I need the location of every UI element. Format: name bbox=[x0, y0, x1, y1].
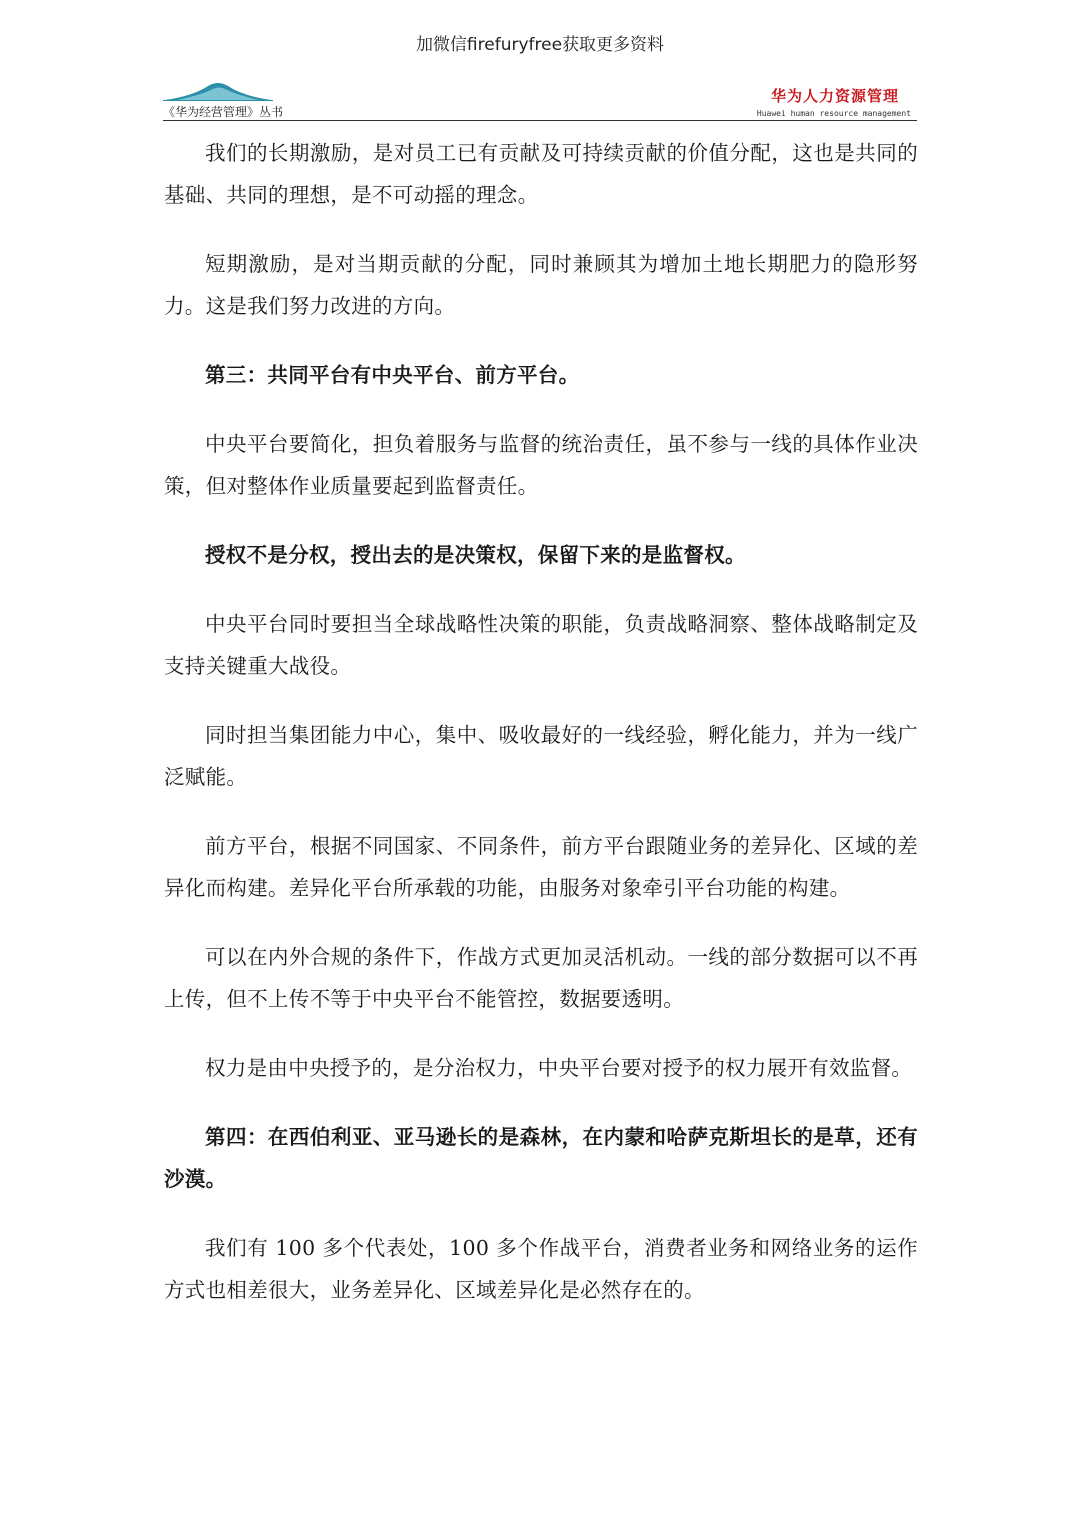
section-heading: 第三：共同平台有中央平台、前方平台。 bbox=[205, 363, 580, 387]
key-statement: 授权不是分权，授出去的是决策权，保留下来的是监督权。 bbox=[205, 543, 746, 567]
paragraph: 我们有 100 多个代表处，100 多个作战平台，消费者业务和网络业务的运作方式也相差很大，业务差异化、区域差异化是必然存在的。 bbox=[164, 1236, 918, 1302]
header-divider bbox=[163, 120, 917, 121]
paragraph: 我们的长期激励，是对员工已有贡献及可持续贡献的价值分配，这也是共同的基础、共同的理想，是不可动摇的理念。 bbox=[164, 141, 918, 207]
book-series-title: 《华为经营管理》丛书 bbox=[163, 105, 284, 119]
paragraph: 中央平台要简化，担负着服务与监督的统治责任，虽不参与一线的具体作业决策，但对整体作业质量要起到监督责任。 bbox=[164, 432, 918, 498]
page-header bbox=[163, 78, 917, 124]
paragraph: 同时担当集团能力中心，集中、吸收最好的一线经验，孵化能力，并为一线广泛赋能。 bbox=[164, 723, 918, 789]
section-heading: 第四：在西伯利亚、亚马逊长的是森林，在内蒙和哈萨克斯坦长的是草，还有沙漠。 bbox=[164, 1125, 918, 1191]
paragraph: 短期激励，是对当期贡献的分配，同时兼顾其为增加土地长期肥力的隐形努力。这是我们努力改进的方向。 bbox=[164, 252, 918, 318]
paragraph: 中央平台同时要担当全球战略性决策的职能，负责战略洞察、整体战略制定及支持关键重大战役。 bbox=[164, 612, 918, 678]
paragraph: 权力是由中央授予的，是分治权力，中央平台要对授予的权力展开有效监督。 bbox=[205, 1056, 913, 1080]
download-note: 加微信firefuryfree获取更多资料 bbox=[415, 35, 665, 55]
body-text bbox=[164, 132, 918, 1338]
brand-title-en: Huawei human resource management bbox=[756, 109, 911, 118]
paragraph: 可以在内外合规的条件下，作战方式更加灵活机动。一线的部分数据可以不再上传，但不上传不等于中央平台不能管控，数据要透明。 bbox=[164, 945, 918, 1011]
brand-title-cn: 华为人力资源管理 bbox=[770, 87, 899, 105]
mountain-logo-icon bbox=[163, 80, 273, 102]
paragraph: 前方平台，根据不同国家、不同条件，前方平台跟随业务的差异化、区域的差异化而构建。差异化平台所承载的功能，由服务对象牵引平台功能的构建。 bbox=[164, 834, 918, 900]
